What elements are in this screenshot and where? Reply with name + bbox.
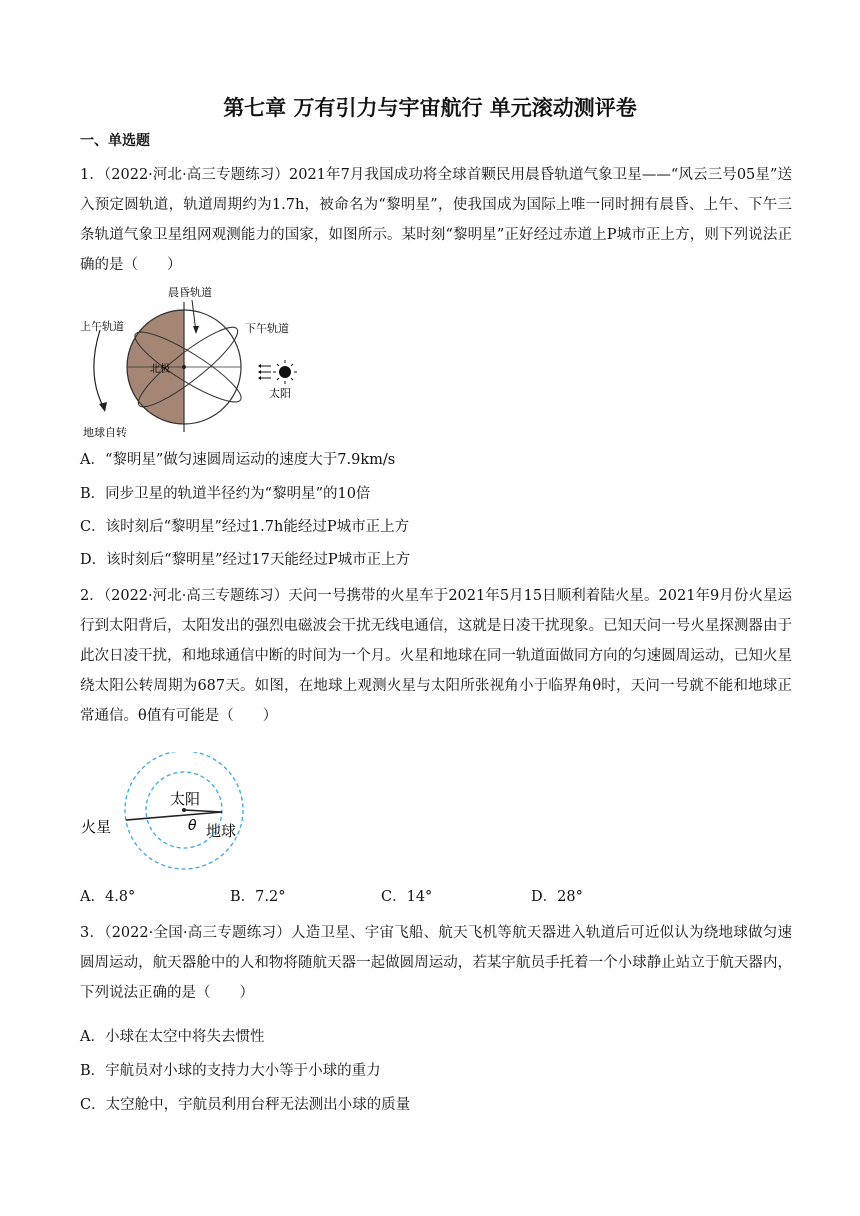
label-sun-2: 太阳 — [170, 790, 201, 808]
q2-option-d: D．28° — [531, 889, 583, 905]
q1-option-c: C．该时刻后“黎明星”经过1.7h能经过P城市正上方 — [80, 519, 410, 535]
q3-option-a: A．小球在太空中将失去惯性 — [80, 1029, 265, 1045]
question-3-text: 3．（2022·全国·高三专题练习）人造卫星、宇宙飞船、航天飞机等航天器进入轨道后可近似认为绕地球做匀速圆周运动，航天器舱中的人和物将随航天器一起做圆周运动，若某宇航员手托着一个小球静止站立于航天器内，下列说法正确的是（ ） — [80, 925, 792, 1001]
sun-icon — [258, 360, 297, 384]
question-1-text: 1．（2022·河北·高三专题练习）2021年7月我国成功将全球首颗民用晨昏轨道气象卫星——“风云三号05星”送入预定圆轨道，轨道周期约为1.7h，被命名为“黎明星”，使我国成为国际上唯一同时拥有晨昏、上午、下午三条轨道气象卫星组网观测能力的国家，如图所示。某时刻“黎明星”正好经过赤道上P城市正上方，则下列说法正确的是（ ） — [80, 167, 792, 273]
mars-earth-line — [126, 812, 222, 820]
figure-satellite-orbits — [80, 280, 320, 442]
q2-option-b: B．7.2° — [230, 889, 286, 905]
label-dawn-orbit: 晨昏轨道 — [168, 286, 212, 299]
page-title: 第七章 万有引力与宇宙航行 单元滚动测评卷 — [223, 96, 637, 120]
label-earth-rotation: 地球自转 — [83, 426, 127, 439]
label-sun: 太阳 — [269, 387, 291, 400]
q2-option-a: A．4.8° — [80, 889, 136, 905]
q1-option-a: A．“黎明星”做匀速圆周运动的速度大于7.9km/s — [80, 452, 396, 468]
question-2-text: 2．（2022·河北·高三专题练习）天问一号携带的火星车于2021年5月15日顺利着陆火星。2021年9月份火星运行到太阳背后，太阳发出的强烈电磁波会干扰无线电通信，这就是日凌干扰现象。已知天问一号火星探测器由于此次日凌干扰，和地球通信中断的时间为一个月。火星和地球在同一轨道面做同方向的匀速圆周运动，已知火星绕太阳公转周期为687天。如图，在地球上观测火星与太阳所张视角小于临界角θ时，天问一号就不能和地球正常通信。θ值有可能是（ ） — [80, 588, 792, 724]
label-afternoon-orbit: 下午轨道 — [245, 322, 289, 335]
q2-option-c: C．14° — [381, 889, 433, 905]
section-heading: 一、单选题 — [80, 133, 150, 149]
figure-mars-sun-earth — [80, 752, 260, 872]
q3-option-c: C．太空舱中，宇航员利用台秤无法测出小球的质量 — [80, 1097, 411, 1113]
label-earth: 地球 — [206, 822, 237, 840]
q3-option-b: B．宇航员对小球的支持力大小等于小球的重力 — [80, 1063, 381, 1079]
q1-option-b: B．同步卫星的轨道半径约为“黎明星”的10倍 — [80, 486, 371, 502]
label-mars: 火星 — [81, 818, 112, 836]
rotation-arrow — [94, 330, 104, 408]
label-morning-orbit: 上午轨道 — [80, 320, 124, 333]
q1-option-d: D．该时刻后“黎明星”经过17天能经过P城市正上方 — [80, 552, 411, 568]
label-north-pole: 北极 — [150, 364, 170, 375]
label-theta: θ — [188, 818, 197, 834]
sun-earth-line — [184, 810, 222, 812]
